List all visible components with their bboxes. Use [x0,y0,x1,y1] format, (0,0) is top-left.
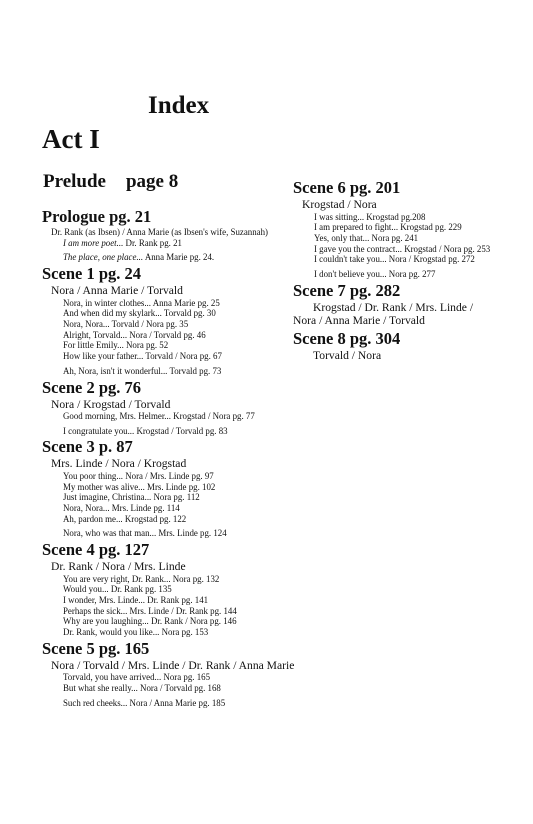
scene-line: How like your father... Torvald / Nora pg. 67 [63,351,222,362]
scene-line: Nora, who was that man... Mrs. Linde pg. 124 [63,528,227,539]
scene-1-cast: Nora / Anna Marie / Torvald [51,284,183,298]
scene-5-heading: Scene 5 pg. 165 [42,638,150,658]
scene-line: Yes, only that... Nora pg. 241 [314,232,419,243]
scene-2-cast: Nora / Krogstad / Torvald [51,397,171,411]
scene-line: I was sitting... Krogstad pg.208 [314,211,426,222]
scene-line: Nora, Nora... Mrs. Linde pg. 114 [63,503,180,514]
scene-4-section [42,540,312,638]
scene-line: Perhaps the sick... Mrs. Linde / Dr. Rank pg. 144 [63,605,237,616]
scene-7-cast-line2: Nora / Anna Marie / Torvald [293,314,425,328]
scene-4-lines [63,574,312,638]
scene-line: Torvald, you have arrived... Nora pg. 165 [63,672,211,683]
scene-line: Nora, Nora... Torvald / Nora pg. 35 [63,319,189,330]
scene-line: Ah, Nora, isn't it wonderful... Torvald pg. 73 [63,365,222,376]
scene-1-lines [63,298,312,377]
scene-8-heading: Scene 8 pg. 304 [293,328,401,348]
scene-line: Dr. Rank, would you like... Nora pg. 153 [63,627,209,638]
scene-line: You poor thing... Nora / Mrs. Linde pg. 97 [63,470,214,481]
act-heading: Act I [42,124,100,154]
prelude-heading [43,170,178,194]
scene-2-section [42,378,312,437]
right-column [293,178,508,363]
scene-2-lines [63,411,312,436]
scene-line: For little Emily... Nora pg. 52 [63,340,169,351]
prelude-label: Prelude [43,171,106,192]
scene-3-section [42,437,312,539]
scene-7-heading: Scene 7 pg. 282 [293,280,401,300]
scene-line: I don't believe you... Nora pg. 277 [314,269,436,280]
scene-line: Would you... Dr. Rank pg. 135 [63,584,172,595]
scene-5-cast: Nora / Torvald / Mrs. Linde / Dr. Rank / Anna Marie [51,658,295,672]
scene-line: Such red cheeks... Nora / Anna Marie pg. 185 [63,697,226,708]
scene-7-cast-line1: Krogstad / Dr. Rank / Mrs. Linde / [313,300,474,314]
scene-7-section [293,281,508,328]
scene-line: Good morning, Mrs. Helmer... Krogstad / Nora pg. 77 [63,411,255,422]
prologue-section [42,207,312,263]
scene-3-cast: Mrs. Linde / Nora / Krogstad [51,457,187,471]
scene-line: Nora, in winter clothes... Anna Marie pg. 25 [63,297,220,308]
scene-line: Why are you laughing... Dr. Rank / Nora pg. 146 [63,616,237,627]
prologue-lines [63,238,312,263]
scene-line: I wonder, Mrs. Linde... Dr. Rank pg. 141 [63,595,209,606]
scene-5-lines [63,672,312,708]
scene-1-heading: Scene 1 pg. 24 [42,264,141,284]
scene-4-heading: Scene 4 pg. 127 [42,540,150,560]
scene-line: My mother was alive... Mrs. Linde pg. 102 [63,481,216,492]
prologue-line: I am more poet... Dr. Rank pg. 21 [63,237,182,248]
scene-8-section [293,329,508,363]
scene-line: Alright, Torvald... Nora / Torvald pg. 46 [63,329,206,340]
scene-line: I congratulate you... Krogstad / Torvald pg. 83 [63,425,228,436]
prologue-heading: Prologue pg. 21 [42,207,152,226]
scene-3-lines [63,471,312,539]
scene-8-cast: Torvald / Nora [313,348,382,362]
prologue-cast: Dr. Rank (as Ibsen) / Anna Marie (as Ibsen's wife, Suzannah) [51,227,269,237]
scene-1-section [42,264,312,376]
scene-line: And when did my skylark... Torvald pg. 30 [63,308,216,319]
page-title: Index [148,92,210,119]
scene-6-cast: Krogstad / Nora [302,198,377,211]
prologue-line: The place, one place... Anna Marie pg. 24. [63,252,215,263]
scene-line: Just imagine, Christina... Nora pg. 112 [63,492,200,503]
scene-4-cast: Dr. Rank / Nora / Mrs. Linde [51,560,186,574]
scene-line: I gave you the contract... Krogstad / Nora pg. 253 [314,243,491,254]
scene-6-lines [314,212,508,280]
prelude-page: page 8 [125,171,179,192]
left-column [42,207,312,709]
scene-6-section [293,178,508,280]
scene-line: Ah, pardon me... Krogstad pg. 122 [63,513,187,524]
scene-6-heading: Scene 6 pg. 201 [293,178,401,197]
scene-3-heading: Scene 3 p. 87 [42,437,133,457]
scene-2-heading: Scene 2 pg. 76 [42,377,141,397]
scene-line: You are very right, Dr. Rank... Nora pg. 132 [63,573,220,584]
scene-line: But what she really... Nora / Torvald pg. 168 [63,683,221,694]
scene-5-section [42,639,312,709]
scene-line: I couldn't take you... Nora / Krogstad pg. 272 [314,254,475,265]
scene-line: I am prepared to fight... Krogstad pg. 229 [314,222,462,233]
